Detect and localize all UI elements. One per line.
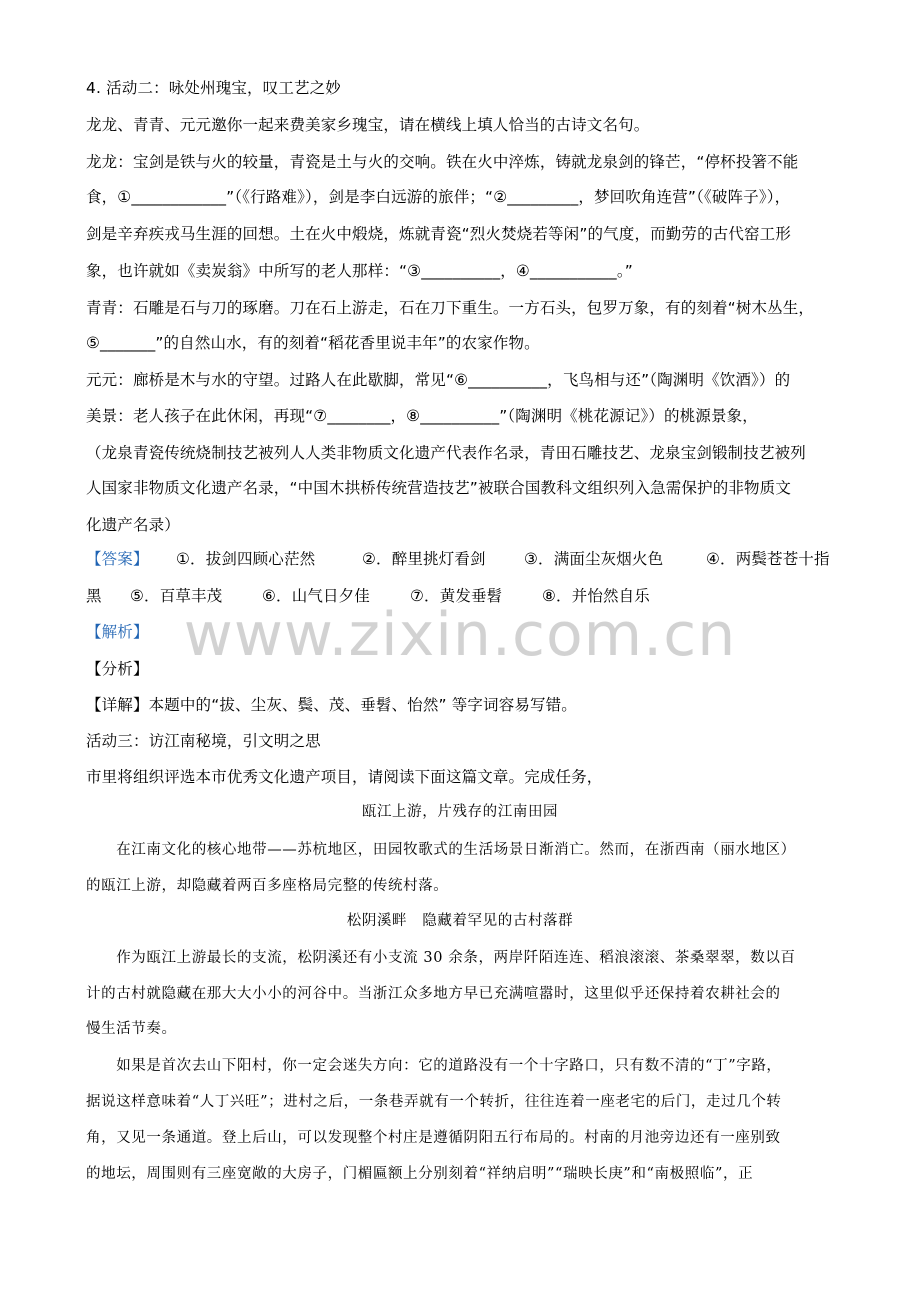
note-line: （龙泉青瓷传统烧制技艺被列人人类非物质文化遗产代表作名录，青田石雕技艺、龙泉宝剑锻制技艺被列 (86, 444, 806, 462)
longlong-paragraph-line: 剑是辛弃疾戎马生涯的回想。土在火中煅烧，炼就青瓷“烈火焚烧若等闲”的气度，而勤劳的古代窑工形 (86, 225, 791, 243)
answer-item: ③．满面尘灰烟火色 (524, 550, 664, 568)
article-paragraph-line: 如果是首次去山下阳村，你一定会迷失方向：它的道路没有一个十字路口，只有数不清的“丁”字路， (86, 1058, 782, 1074)
qingqing-paragraph-line: ⑤_______”的自然山水，有的刻着“稻花香里说丰年”的农家作物。 (86, 334, 540, 352)
article-title: 瓯江上游，片残存的江南田园 (361, 804, 559, 820)
article-paragraph-line: 计的古村就隐藏在那大大小小的河谷中。当浙江众多地方早已充满喧嚣时，这里似乎还保持着农耕社会的 (86, 986, 781, 1002)
analysis-label: 【解析】 (86, 623, 149, 641)
note-line: 化遗产名录） (86, 516, 180, 534)
article-paragraph-line: 的地坛，周围则有三座宽敞的大房子，门楣匾额上分别刻着“祥纳启明”“瑞映长庚”和“南极照临”，正 (86, 1166, 754, 1182)
detailed-explanation: 【详解】本题中的“拔、尘灰、鬓、茂、垂髫、怡然” 等字词容易写错。 (86, 696, 577, 714)
answer-item: ④．两鬓苍苍十指 (706, 550, 830, 568)
answer-row (86, 586, 786, 606)
article-subtitle: 松阴溪畔 隐藏着罕见的古村落群 (346, 913, 574, 929)
answer-item: ⑥．山气日夕佳 (262, 587, 370, 605)
longlong-paragraph-line: 象，也许就如《卖炭翁》中所写的老人那样：“③__________，④___________。” (86, 262, 633, 280)
fenxi-label: 【分析】 (86, 660, 149, 678)
answer-row (86, 549, 846, 569)
answer-item: ⑦．黄发垂髫 (410, 587, 503, 605)
yuanyuan-paragraph-line: 元元：廊桥是木与水的守望。过路人在此歇脚，常见“⑥__________，飞鸟相与还”（陶渊明《饮酒》）的 (86, 371, 791, 389)
answer-item: ⑤．百草丰茂 (130, 587, 223, 605)
question-4-title: 4. 活动二：咏处州瑰宝，叹工艺之妙 (86, 79, 341, 97)
longlong-paragraph-line: 龙龙：宝剑是铁与火的较量，青瓷是土与火的交响。铁在火中淬炼，铸就龙泉剑的锋芒，“停杯投箸不能 (86, 153, 799, 171)
answer-label: 【答案】 (86, 550, 149, 568)
article-paragraph-line: 作为瓯江上游最长的支流，松阴溪还有小支流 30 余条，两岸阡陌连连、稻浪滚滚、茶桑翠翠，数以百 (86, 950, 796, 966)
article-paragraph-line: 据说这样意味着“人丁兴旺”；进村之后，一条巷弄就有一个转折，往往连着一座老宅的后门，走过几个转 (86, 1094, 782, 1110)
article-paragraph-line: 慢生活节奏。 (86, 1021, 177, 1037)
task-line: 市里将组织评选本市优秀文化遗产项目，请阅读下面这篇文章。完成任务， (86, 768, 603, 786)
answer-item-continued: 黑 (86, 587, 102, 605)
activity-3-title: 活动三：访江南秘境，引文明之思 (86, 732, 321, 750)
answer-item: ①．拔剑四顾心茫然 (176, 550, 316, 568)
answer-item: ⑧．并怡然自乐 (542, 587, 650, 605)
note-line: 人国家非物质文化遗产名录，“中国木拱桥传统营造技艺”被联合国教科文组织列入急需保护的非物质文 (86, 479, 791, 497)
article-paragraph-line: 的瓯江上游，却隐藏着两百多座格局完整的传统村落。 (86, 878, 449, 894)
intro-line: 龙龙、青青、元元邀你一起来费美家乡瑰宝，请在横线上填人恰当的古诗文名句。 (86, 116, 650, 134)
article-paragraph-line: 在江南文化的核心地带——苏杭地区，田园牧歌式的生活场景日渐消亡。然而，在浙西南（丽水地区） (86, 842, 796, 858)
article-paragraph-line: 角，又见一条通道。登上后山，可以发现整个村庄是遵循阴阳五行布局的。村南的月池旁边还有一座别致 (86, 1130, 781, 1146)
watermark: www.zixin.com.cn (183, 600, 737, 670)
longlong-paragraph-line: 食，①____________”（《行路难》），剑是李白远游的旅伴；“②_________，梦回吹角连营”（《破阵子》）， (86, 188, 791, 206)
yuanyuan-paragraph-line: 美景：老人孩子在此休闲，再现“⑦________，⑧__________”（陶渊明《桃花源记》）的桃源景象， (86, 407, 758, 425)
answer-item: ②．醉里挑灯看剑 (362, 550, 486, 568)
qingqing-paragraph-line: 青青：石雕是石与刀的琢磨。刀在石上游走，石在刀下重生。一方石头，包罗万象，有的刻着“树木丛生， (86, 299, 815, 317)
